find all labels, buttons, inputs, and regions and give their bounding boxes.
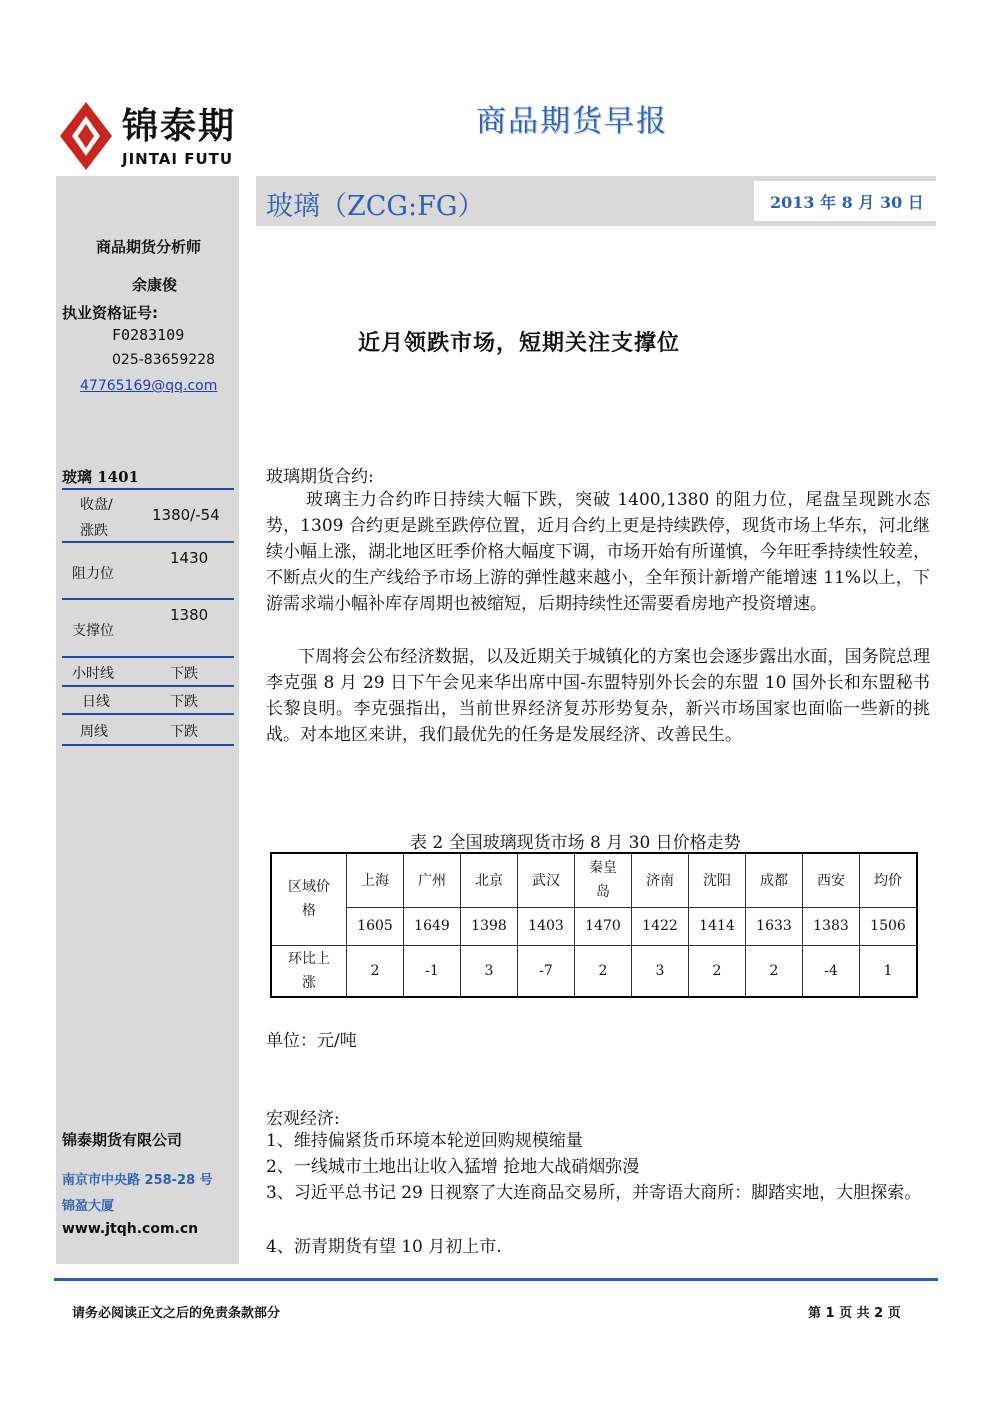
change-cell: 3 bbox=[461, 945, 518, 997]
table-caption: 表 2 全国玻璃现货市场 8 月 30 日价格走势 bbox=[410, 833, 741, 853]
company-logo bbox=[56, 96, 236, 176]
company-address-line-2: 锦盈大厦 bbox=[62, 1199, 115, 1214]
quote-divider bbox=[62, 598, 234, 600]
macro-item: 1、维持偏紧货币环境本轮逆回购规模缩量 bbox=[266, 1131, 583, 1151]
region-header: 秦皇岛 bbox=[575, 853, 632, 907]
change-cell: 1 bbox=[860, 945, 918, 997]
report-date: 2013 年 8 月 30 日 bbox=[770, 193, 924, 212]
close-label: 收盘/ bbox=[80, 497, 113, 513]
table-row bbox=[271, 853, 917, 907]
table-row bbox=[271, 907, 917, 945]
close-value: 1380/-54 bbox=[152, 506, 220, 524]
change-label: 涨跌 bbox=[80, 523, 108, 539]
report-type-title: 商品期货早报 bbox=[476, 104, 668, 139]
price-cell: 1506 bbox=[860, 907, 918, 945]
change-cell: 2 bbox=[746, 945, 803, 997]
price-cell: 1422 bbox=[632, 907, 689, 945]
corner-header: 区域价格 bbox=[271, 853, 347, 945]
price-cell: 1470 bbox=[575, 907, 632, 945]
change-cell: -7 bbox=[518, 945, 575, 997]
contract-label: 玻璃期货合约: bbox=[266, 467, 374, 487]
change-cell: -1 bbox=[404, 945, 461, 997]
region-header: 北京 bbox=[461, 853, 518, 907]
license-label: 执业资格证号: bbox=[62, 304, 158, 322]
headline: 近月领跌市场，短期关注支撑位 bbox=[358, 331, 681, 356]
price-cell: 1414 bbox=[689, 907, 746, 945]
price-cell: 1403 bbox=[518, 907, 575, 945]
quote-divider bbox=[62, 488, 234, 490]
company-website: www.jtqh.com.cn bbox=[62, 1221, 199, 1237]
quote-divider bbox=[62, 685, 234, 687]
price-cell: 1605 bbox=[347, 907, 404, 945]
quote-divider bbox=[62, 541, 234, 543]
logo-emblem-icon bbox=[56, 96, 116, 176]
region-header: 沈阳 bbox=[689, 853, 746, 907]
price-cell: 1633 bbox=[746, 907, 803, 945]
resistance-value: 1430 bbox=[170, 549, 209, 567]
support-value: 1380 bbox=[170, 606, 209, 624]
change-cell: -4 bbox=[803, 945, 860, 997]
macro-item: 3、习近平总书记 29 日视察了大连商品交易所，并寄语大商所：脚踏实地，大胆探索。 bbox=[266, 1183, 922, 1203]
trend-weekly-label: 周线 bbox=[80, 724, 108, 740]
price-cell: 1398 bbox=[461, 907, 518, 945]
resistance-label: 阻力位 bbox=[72, 566, 114, 582]
company-address-line-1: 南京市中央路 258-28 号 bbox=[62, 1173, 213, 1188]
footer-divider bbox=[54, 1278, 938, 1281]
price-table bbox=[270, 852, 918, 998]
quote-divider bbox=[62, 744, 234, 746]
region-header: 均价 bbox=[860, 853, 918, 907]
unit-note: 单位：元/吨 bbox=[266, 1031, 357, 1051]
trend-hourly-value: 下跌 bbox=[170, 666, 198, 682]
page-number: 第 1 页 共 2 页 bbox=[808, 1306, 901, 1321]
macro-item: 2、一线城市土地出让收入猛增 抢地大战硝烟弥漫 bbox=[266, 1157, 640, 1177]
trend-daily-label: 日线 bbox=[82, 694, 110, 710]
analyst-role: 商品期货分析师 bbox=[96, 238, 202, 256]
macro-item: 4、沥青期货有望 10 月初上市. bbox=[266, 1237, 502, 1257]
price-cell: 1383 bbox=[803, 907, 860, 945]
region-header: 济南 bbox=[632, 853, 689, 907]
paragraph-2: 下周将会公布经济数据，以及近期关于城镇化的方案也会逐步露出水面，国务院总理李克强 8 月 29 日下午会见来华出席中国-东盟特别外长会的东盟 10 国外长和东盟秘书长黎良明。李克强指出，当前世界经济复苏形势复杂，新兴市场国家也面临一些新的挑战。对本地区来讲，我们最优先的任务是发展经济、改善民生。 bbox=[266, 647, 930, 745]
logo-name: 锦泰期 bbox=[122, 106, 236, 147]
change-header: 环比上涨 bbox=[271, 945, 347, 997]
license-number: F0283109 bbox=[112, 326, 185, 344]
company-name: 锦泰期货有限公司 bbox=[62, 1131, 183, 1149]
trend-weekly-value: 下跌 bbox=[170, 724, 198, 740]
region-header: 成都 bbox=[746, 853, 803, 907]
logo-english-name: JINTAI FUTU bbox=[122, 150, 234, 168]
macro-title: 宏观经济: bbox=[266, 1109, 340, 1129]
support-label: 支撑位 bbox=[72, 623, 114, 639]
footer-disclaimer: 请务必阅读正文之后的免责条款部分 bbox=[72, 1306, 281, 1321]
trend-daily-value: 下跌 bbox=[170, 694, 198, 710]
region-header: 广州 bbox=[404, 853, 461, 907]
table-row bbox=[271, 945, 917, 997]
paragraph-1: 玻璃主力合约昨日持续大幅下跌，突破 1400,1380 的阻力位，尾盘呈现跳水态势，1309 合约更是跳至跌停位置，近月合约上更是持续跌停，现货市场上华东，河北继续小幅上涨，湖北地区旺季价格大幅度下调，市场开始有所谨慎，今年旺季持续性较差，不断点火的生产线给予市场上游的弹性越来越小，全年预计新增产能增速 11%以上，下游需求端小幅补库存周期也被缩短，后期持续性还需要看房地产投资增速。 bbox=[266, 490, 930, 614]
price-cell: 1649 bbox=[404, 907, 461, 945]
change-cell: 2 bbox=[689, 945, 746, 997]
analyst-name: 余康俊 bbox=[132, 276, 178, 294]
region-header: 上海 bbox=[347, 853, 404, 907]
change-cell: 2 bbox=[575, 945, 632, 997]
quote-title: 玻璃 1401 bbox=[62, 468, 139, 486]
analyst-phone: 025-83659228 bbox=[112, 352, 216, 368]
quote-divider bbox=[62, 713, 234, 715]
change-cell: 2 bbox=[347, 945, 404, 997]
region-header: 武汉 bbox=[518, 853, 575, 907]
change-cell: 3 bbox=[632, 945, 689, 997]
analyst-email-link[interactable]: 47765169@qq.com bbox=[80, 378, 218, 394]
region-header: 西安 bbox=[803, 853, 860, 907]
trend-hourly-label: 小时线 bbox=[72, 666, 114, 682]
instrument-title: 玻璃（ZCG:FG） bbox=[266, 191, 485, 222]
quote-divider bbox=[62, 656, 234, 658]
